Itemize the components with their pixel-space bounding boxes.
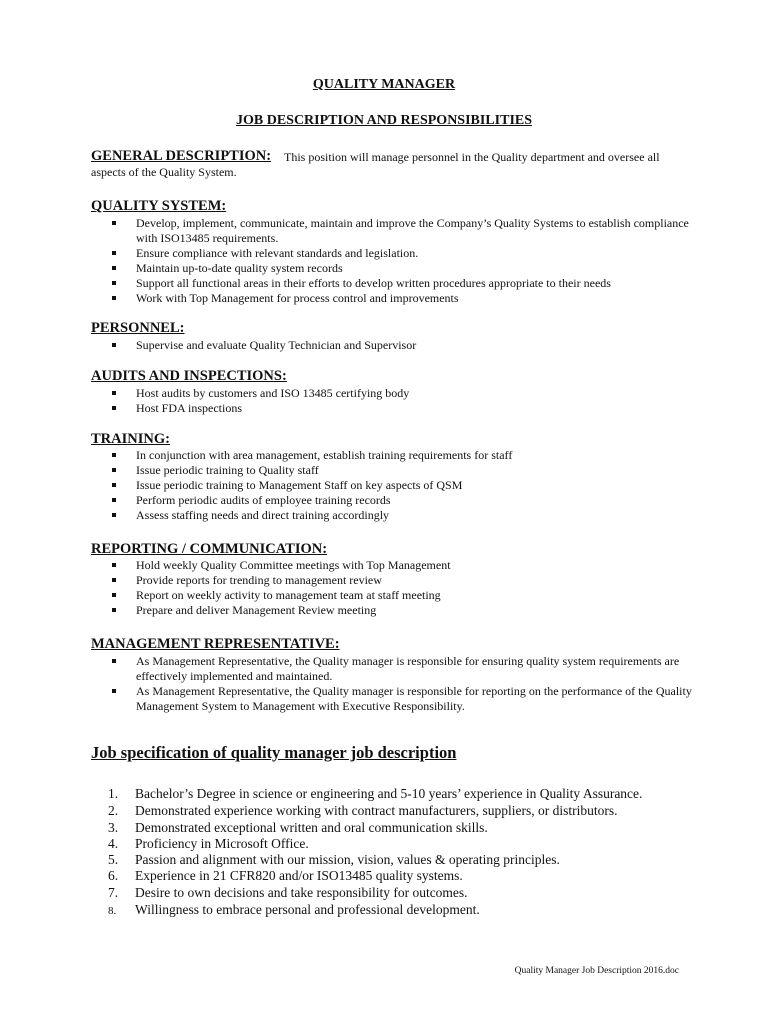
list-text: Passion and alignment with our mission, vision, values & operating principles. [135, 852, 560, 867]
mgmt-rep-heading: MANAGEMENT REPRESENTATIVE: [91, 636, 340, 652]
bullet-icon [112, 483, 116, 487]
bullet-icon [112, 453, 116, 457]
list-item [108, 803, 617, 819]
bullet-icon [112, 498, 116, 502]
list-text: Demonstrated exceptional written and oral communication skills. [135, 820, 488, 835]
list-text: Desire to own decisions and take responsibility for outcomes. [135, 885, 468, 900]
general-description-label: GENERAL DESCRIPTION: [91, 148, 272, 164]
bullet-icon [112, 281, 116, 285]
list-item [108, 820, 488, 836]
bullet-icon [112, 659, 116, 663]
quality-system-heading: QUALITY SYSTEM: [91, 198, 227, 214]
bullet-icon [112, 343, 116, 347]
list-item [108, 885, 468, 901]
list-item [108, 852, 560, 868]
list-text: Experience in 21 CFR820 and/or ISO13485 quality systems. [135, 868, 463, 883]
page-footer: Quality Manager Job Description 2016.doc [514, 966, 679, 976]
list-number: 1. [108, 786, 119, 801]
document-subtitle: JOB DESCRIPTION AND RESPONSIBILITIES [235, 113, 533, 128]
list-number: 2. [108, 803, 119, 818]
list-text: Bachelor’s Degree in science or engineering and 5-10 years’ experience in Quality Assurance. [135, 786, 643, 801]
bullet-icon [112, 221, 116, 225]
bullet-icon [112, 593, 116, 597]
general-description-text-2: aspects of the Quality System. [91, 165, 237, 179]
bullet-icon [112, 563, 116, 567]
document-title: QUALITY MANAGER [312, 77, 456, 92]
list-number: 3. [108, 820, 119, 835]
audits-heading: AUDITS AND INSPECTIONS: [91, 368, 287, 384]
document-page: QUALITY MANAGER JOB DESCRIPTION AND RESPONSIBILITIES GENERAL DESCRIPTION: This position will manage personnel in the Quality department and oversee all aspects of the Quality System. QUALITY SYSTEM: Develop, implement, communicate, maintain and improve the Company’s Quality Systems to establish compliance with ISO13485 requirements. Ensure compliance with relevant standards and legislation. Maintain up-to-date quality system records Support all functional areas in their efforts to develop written procedures appropriate to their needs Work with Top Management for process control and improvements PERSONNEL: Supervise and evaluate Quality Technician and Supervisor AUDITS AND INSPECTIONS: Host audits by customers and ISO 13485 certifying body Host FDA inspections TRAINING: In conjunction with area management, establish training requirements for staff Issue periodic training to Quality staff Issue periodic training to Management Staff on key aspects of QSM Perform periodic audits of employee training records Assess staffing needs and direct training accordingly REPORTING / COMMUNICATION: Hold weekly Quality Committee meetings with Top Management Provide reports for trending to management review Report on weekly activity to management team at staff meeting Prepare and deliver Management Review meeting MANAGEMENT REPRESENTATIVE: As Management Representative, the Quality manager is responsible for ensuring quality system requirements are effectively implemented and maintained. As Management Representative, the Quality manager is responsible for reporting on the performance of the Quality Management System to Management with Executive Responsibility. Job specification of quality manager job description 1. Bachelor’s Degree in science or engineering and 5-10 years’ experience in Quality Assurance. 2. Demonstrated experience working with contract manufacturers, suppliers, or distributors. 3. Demonstrated exceptional written and oral communication skills. 4. Proficiency in Microsoft Office. 5. Passion and alignment with our mission, vision, values & operating principles. 6. Experience in 21 CFR820 and/or ISO13485 quality systems. 7. Desire to own decisions and take responsibility for outcomes. 8. Willingness to embrace personal and professional development. Quality Manager Job Description 2016.doc [0, 0, 768, 1024]
bullet-icon [112, 689, 116, 693]
bullet-icon [112, 296, 116, 300]
list-number: 4. [108, 836, 119, 851]
training-heading: TRAINING: [91, 431, 170, 447]
general-description-text-1: This position will manage personnel in the Quality department and oversee all [284, 150, 660, 164]
list-number: 7. [108, 885, 119, 900]
bullet-icon [112, 578, 116, 582]
bullet-icon [112, 251, 116, 255]
bullet-icon [112, 513, 116, 517]
list-text: Willingness to embrace personal and professional development. [135, 902, 480, 917]
bullet-icon [112, 406, 116, 410]
job-spec-heading: Job specification of quality manager job description [91, 743, 457, 762]
list-text: Demonstrated experience working with contract manufacturers, suppliers, or distributors. [135, 803, 618, 818]
general-description-heading [91, 148, 271, 165]
list-item [108, 902, 480, 919]
bullet-icon [112, 391, 116, 395]
list-item [108, 786, 642, 802]
bullet-icon [112, 266, 116, 270]
list-number: 6. [108, 868, 119, 883]
bullet-icon [112, 468, 116, 472]
reporting-heading: REPORTING / COMMUNICATION: [91, 541, 328, 557]
list-item [108, 836, 309, 852]
personnel-heading: PERSONNEL: [91, 320, 185, 336]
list-item [108, 868, 463, 884]
list-text: Proficiency in Microsoft Office. [135, 836, 309, 851]
list-number: 8. [108, 905, 117, 917]
list-number: 5. [108, 852, 119, 867]
bullet-icon [112, 608, 116, 612]
